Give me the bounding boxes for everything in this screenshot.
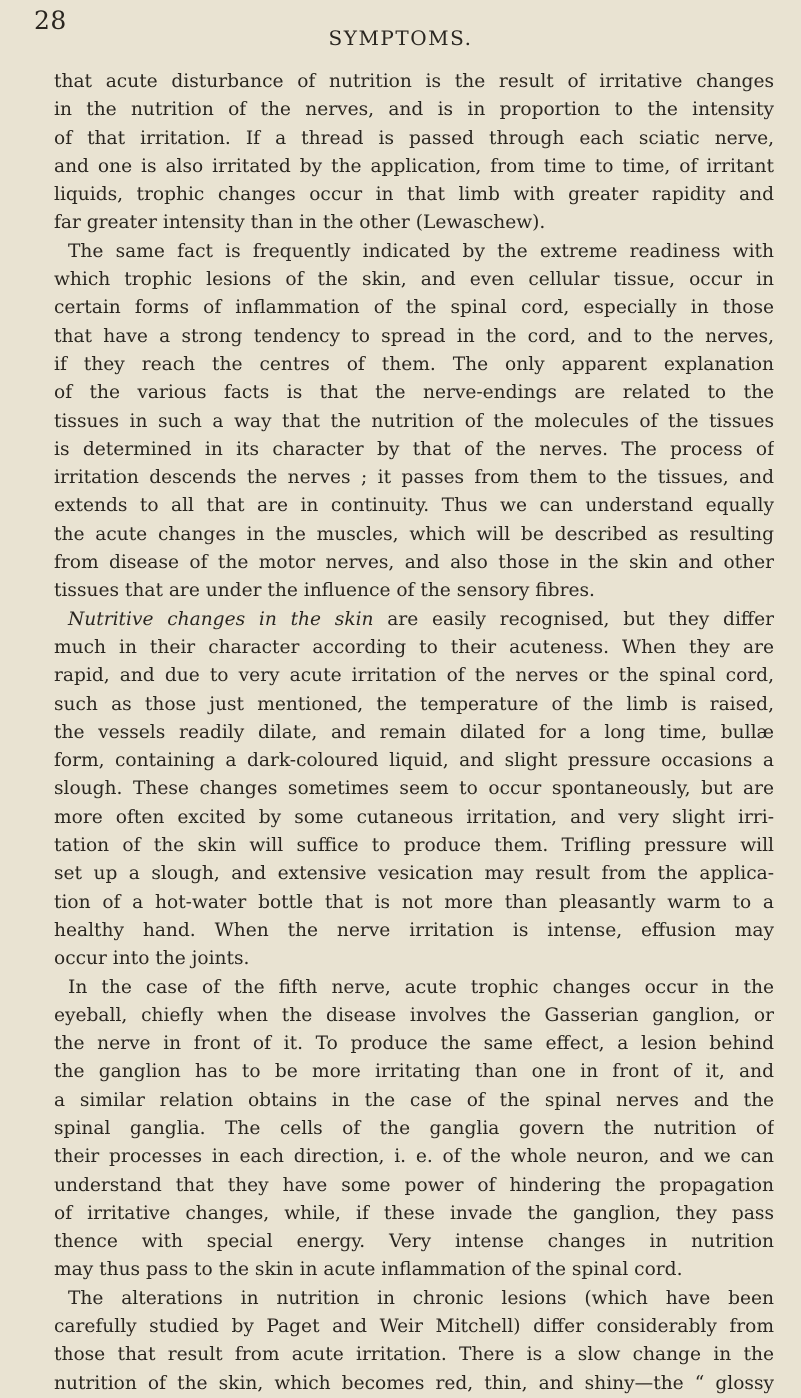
line-text: set up a slough, and extensive vesication may result from the applica- [54, 863, 774, 885]
line-text: understand that they have some power of hindering the propagation [54, 1174, 774, 1196]
body-text [54, 68, 774, 1398]
line-text: that have a strong tendency to spread in the cord, and to the nerves, [54, 325, 774, 347]
line-text: healthy hand. When the nerve irritation is intense, effusion may [54, 919, 774, 941]
text-line [54, 1200, 774, 1228]
line-text: the nerve in front of it. To produce the same effect, a lesion behind [54, 1033, 774, 1055]
text-line [54, 351, 774, 379]
text-line [54, 266, 774, 294]
line-text: nutrition of the skin, which becomes red, thin, and shiny—the “ glossy [54, 1372, 774, 1394]
text-line [54, 379, 774, 407]
text-line [54, 1285, 774, 1313]
text-line [54, 606, 774, 634]
text-line [54, 549, 774, 577]
line-text: in the nutrition of the nerves, and is in proportion to the intensity [54, 99, 774, 121]
line-text: extends to all that are in continuity. Thus we can understand equally [54, 495, 774, 517]
line-text: more often excited by some cutaneous irritation, and very slight irri- [54, 806, 774, 828]
text-line [54, 1370, 774, 1398]
line-text: that acute disturbance of nutrition is the result of irritative changes [54, 71, 774, 92]
text-line [54, 577, 774, 605]
text-line [54, 181, 774, 209]
line-text: the acute changes in the muscles, which will be described as resulting [54, 523, 774, 545]
text-line [54, 1058, 774, 1086]
text-line [54, 917, 774, 945]
text-line [54, 1087, 774, 1115]
text-line [54, 860, 774, 888]
text-line [54, 945, 774, 973]
line-text: far greater intensity than in the other (Lewaschew). [54, 212, 546, 234]
line-text: such as those just mentioned, the temperature of the limb is raised, [54, 693, 774, 715]
text-line [54, 1002, 774, 1030]
line-text: carefully studied by Paget and Weir Mitchell) differ considerably from [54, 1316, 774, 1338]
line-text: of irritative changes, while, if these invade the ganglion, they pass [54, 1202, 774, 1224]
line-text: form, containing a dark-coloured liquid, and slight pressure occasions a [54, 750, 774, 772]
text-line [54, 1228, 774, 1256]
line-text: occur into the joints. [54, 948, 250, 970]
text-line [54, 464, 774, 492]
text-line [54, 408, 774, 436]
line-text: slough. These changes sometimes seem to occur spontaneously, but are [54, 778, 774, 800]
line-text: may thus pass to the skin in acute inflammation of the spinal cord. [54, 1259, 683, 1281]
text-line [54, 804, 774, 832]
line-text: is determined in its character by that of the nerves. The process of [54, 438, 774, 460]
text-line [54, 1341, 774, 1369]
text-line [54, 719, 774, 747]
line-text: eyeball, chiefly when the disease involves the Gasserian ganglion, or [54, 1004, 774, 1026]
line-text: The same fact is frequently indicated by the extreme readiness with [68, 240, 774, 262]
text-line [54, 209, 774, 237]
line-text: liquids, trophic changes occur in that limb with greater rapidity and [54, 184, 774, 206]
text-line [54, 974, 774, 1002]
line-text: if they reach the centres of them. The only apparent explanation [54, 353, 774, 375]
line-text: In the case of the fifth nerve, acute trophic changes occur in the [68, 976, 774, 998]
line-text: the vessels readily dilate, and remain dilated for a long time, bullæ [54, 721, 774, 743]
text-line [54, 521, 774, 549]
line-text: spinal ganglia. The cells of the ganglia govern the nutrition of [54, 1117, 774, 1139]
line-text: thence with special energy. Very intense changes in nutrition [54, 1231, 774, 1253]
text-line [54, 634, 774, 662]
line-text: a similar relation obtains in the case of the spinal nerves and the [54, 1089, 774, 1111]
text-line [54, 1143, 774, 1171]
text-line [54, 1256, 774, 1284]
line-text: are easily recognised, but they differ [373, 608, 774, 630]
text-line [54, 889, 774, 917]
text-line [54, 1115, 774, 1143]
running-head: SYMPTOMS. [328, 26, 473, 50]
text-line [54, 125, 774, 153]
text-line [54, 775, 774, 803]
page-number: 28 [34, 6, 67, 35]
line-text: tissues in such a way that the nutrition of the molecules of the tissues [54, 410, 774, 432]
italic-phrase: Nutritive changes in the skin [68, 608, 374, 630]
text-line [54, 691, 774, 719]
line-text: certain forms of inflammation of the spinal cord, especially in those [54, 297, 774, 319]
line-text: and one is also irritated by the application, from time to time, of irritant [54, 155, 774, 177]
line-text: irritation descends the nerves ; it passes from them to the tissues, and [54, 467, 774, 489]
line-text: tation of the skin will suffice to produce them. Trifling pressure will [54, 835, 774, 857]
line-text: which trophic lesions of the skin, and even cellular tissue, occur in [54, 269, 774, 291]
line-text: from disease of the motor nerves, and also those in the skin and other [54, 552, 774, 574]
text-line [54, 747, 774, 775]
text-line [54, 1313, 774, 1341]
text-line [54, 96, 774, 124]
text-line [54, 832, 774, 860]
text-line [54, 68, 774, 96]
text-line [54, 294, 774, 322]
text-line [54, 238, 774, 266]
text-line [54, 323, 774, 351]
line-text: of that irritation. If a thread is passed through each sciatic nerve, [54, 127, 774, 149]
text-line [54, 1030, 774, 1058]
line-text: the ganglion has to be more irritating than one in front of it, and [54, 1061, 774, 1083]
line-text: much in their character according to their acuteness. When they are [54, 636, 774, 658]
text-line [54, 662, 774, 690]
text-line [54, 153, 774, 181]
line-text: of the various facts is that the nerve-endings are related to the [54, 382, 774, 404]
text-line [54, 1172, 774, 1200]
text-line [54, 492, 774, 520]
line-text: those that result from acute irritation. There is a slow change in the [54, 1344, 774, 1366]
line-text: their processes in each direction, i. e. of the whole neuron, and we can [54, 1146, 774, 1168]
text-line [54, 436, 774, 464]
line-text: tion of a hot-water bottle that is not more than pleasantly warm to a [54, 891, 774, 913]
line-text: rapid, and due to very acute irritation of the nerves or the spinal cord, [54, 665, 774, 687]
line-text: The alterations in nutrition in chronic lesions (which have been [68, 1287, 774, 1309]
line-text: tissues that are under the influence of the sensory fibres. [54, 580, 595, 602]
